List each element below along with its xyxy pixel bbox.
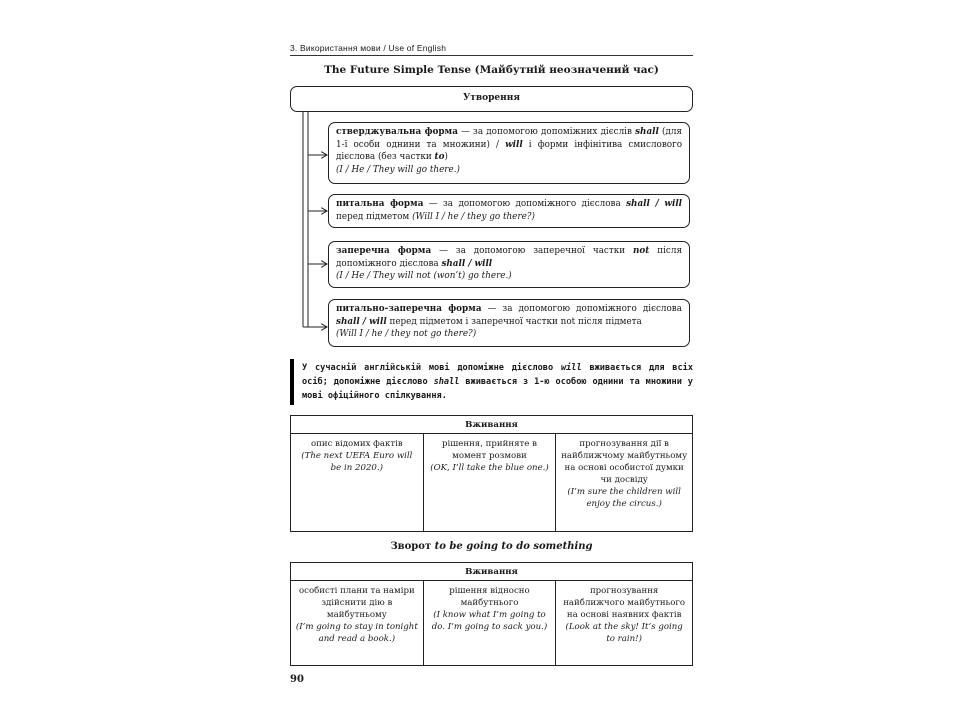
interrogative-negative-form-box: питально-заперечна форма — за допомогою допоміжного дієслова shall / will перед підметом і заперечної частки not після підмета (Will I / he / they not go there?): [328, 299, 690, 347]
future-simple-usage-table: [290, 415, 693, 532]
table-cell: прогнозування найближчого майбутнього на основі наявних фактів (Look at the sky! It’s going to rain!): [556, 581, 693, 666]
table-row: [291, 581, 693, 666]
form-example: (Will I / he / they go there?): [412, 211, 535, 222]
interrogative-form-box: питальна форма — за допомогою допоміжного дієслова shall / will перед підметом (Will I / he / they go there?): [328, 194, 690, 228]
formation-heading-box: Утворення: [290, 86, 693, 112]
table-cell: рішення, прийняте в момент розмови (OK, I’ll take the blue one.): [423, 434, 556, 532]
section-heading-going-to: Зворот to be going to do something: [390, 541, 593, 552]
usage-note: У сучасній англійській мові допоміжне дієслово will вживається для всіх осіб; допоміжне дієслово shall вживається з 1-ю особою однини та множини у мові офіційного спілкування.: [290, 359, 693, 405]
form-name: питальна форма: [336, 199, 424, 209]
table-row: [291, 434, 693, 532]
page-number: 90: [290, 674, 304, 685]
table-cell: опис відомих фактів (The next UEFA Euro will be in 2020.): [291, 434, 424, 532]
going-to-usage-table: [290, 562, 693, 666]
form-name: заперечна форма: [336, 246, 432, 256]
table-cell: особисті плани та наміри здійснити дію в майбутньому (I’m going to stay in tonight and read a book.): [291, 581, 424, 666]
table-heading: Вживання: [291, 563, 693, 581]
table-heading: Вживання: [291, 416, 693, 434]
form-example: (Will I / he / they not go there?): [336, 329, 477, 340]
affirmative-form-box: стверджувальна форма — за допомогою допоміжних дієслів shall (для 1-ї особи однини та множини) / will і форми інфінітива смислового дієслова (без частки to) (I / He / They will go there.): [328, 122, 690, 184]
form-name: питально-заперечна форма: [336, 304, 482, 314]
form-example: (I / He / They will go there.): [336, 164, 460, 175]
negative-form-box: заперечна форма — за допомогою заперечної частки not після допоміжного дієслова shall / will (I / He / They will not (won’t) go there.): [328, 241, 690, 288]
form-name: стверджувальна форма: [336, 127, 458, 137]
table-cell: прогнозування дії в найближчому майбутньому на основі особистої думки чи досвіду (I’m sure the children will enjoy the circus.): [556, 434, 693, 532]
running-header: 3. Використання мови / Use of English: [290, 42, 693, 56]
page-title: The Future Simple Tense (Майбутній неозначений час): [324, 64, 659, 76]
table-cell: рішення відносно майбутнього (I know what I’m going to do. I’m going to sack you.): [423, 581, 556, 666]
form-example: (I / He / They will not (won’t) go there.): [336, 271, 512, 282]
